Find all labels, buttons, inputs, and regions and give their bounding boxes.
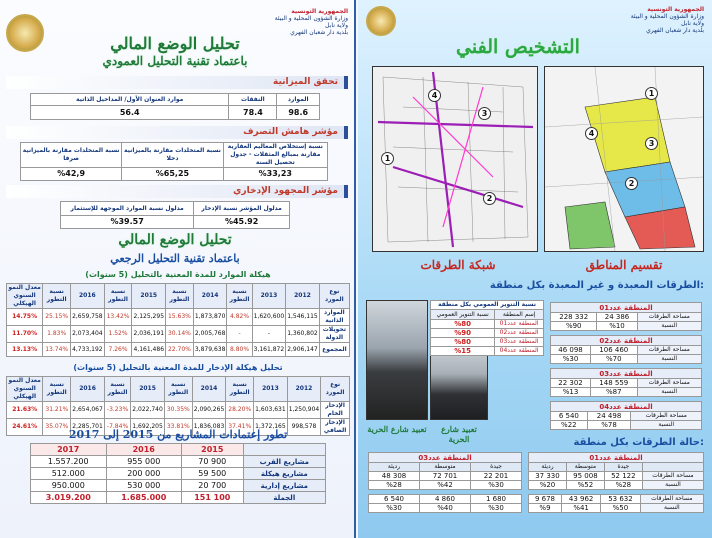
table-row xyxy=(529,495,704,504)
budget-section-title: تحقق الميزانية xyxy=(6,76,348,89)
table-cell: 72 701 xyxy=(420,472,471,481)
table-cell: 30.14% xyxy=(166,326,194,343)
zone-name-row xyxy=(551,369,702,379)
table-cell: 106 460 xyxy=(591,346,637,355)
table-row xyxy=(551,322,702,331)
table-row xyxy=(551,355,702,364)
budget-header: موارد العنوان الأول/ المداخيل الذاتية xyxy=(31,94,229,106)
table-cell: 48 308 xyxy=(369,472,420,481)
lighting-table xyxy=(430,300,544,356)
table-header: جيدة xyxy=(471,463,522,472)
budget-value: 56.4 xyxy=(31,106,229,120)
table-cell: 200 000 xyxy=(106,468,182,480)
table-cell: 1.557.200 xyxy=(31,456,107,468)
row-label: النسبة xyxy=(631,421,702,430)
table-cell: 28.20% xyxy=(226,402,254,419)
table-row xyxy=(369,504,522,513)
lighting-caption: نسبة التنوير العمومي بكل منطقة xyxy=(431,301,544,310)
table-cell: 43 962 xyxy=(561,495,600,504)
table-cell: 30.35% xyxy=(164,402,192,419)
table-cell: الموارد الذاتية xyxy=(319,309,349,326)
table-cell: 24.61% xyxy=(7,419,43,436)
table-row xyxy=(431,329,544,338)
table-cell: %30 xyxy=(551,355,591,364)
zone-name-row xyxy=(529,453,704,463)
projects-table xyxy=(30,443,326,504)
table-cell: 4,733,192 xyxy=(71,343,105,357)
row-label: مساحة الطرقات xyxy=(640,495,703,504)
table-cell: 21.63% xyxy=(7,402,43,419)
table-cell: 1,873,870 xyxy=(193,309,227,326)
table-cell: 1,546,115 xyxy=(286,309,320,326)
table-cell: 22 302 xyxy=(551,379,591,388)
table-header: إسم المنطقة xyxy=(495,310,544,320)
table-header: 2013 xyxy=(254,377,288,402)
table-cell: 14.75% xyxy=(7,309,43,326)
table-cell: 13.13% xyxy=(7,343,43,357)
table-cell: 2,022,740 xyxy=(131,402,165,419)
table-header: متوسطة xyxy=(420,463,471,472)
table-row xyxy=(7,402,350,419)
zone-name-row xyxy=(551,336,702,346)
table-header: معدل النمو السنوي الهيكلي xyxy=(8,377,41,400)
table-cell: %87 xyxy=(591,388,637,397)
table-cell: 3,879,638 xyxy=(193,343,227,357)
table-header: نسبة التطور xyxy=(43,284,71,309)
zone-badge: 4 xyxy=(585,127,598,140)
budget-value: 78.4 xyxy=(229,106,277,120)
table-cell: 52 122 xyxy=(604,472,642,481)
table-header: 2015 xyxy=(131,377,165,402)
table-cell: 33.81% xyxy=(164,419,192,436)
table-cell: 4 860 xyxy=(420,495,471,504)
road-state-table xyxy=(528,494,704,513)
table-header: نسبة التطور xyxy=(164,377,192,402)
table-cell: 7.26% xyxy=(104,343,132,357)
roads-map-svg xyxy=(373,67,537,251)
resources-caption: هيكلة الموارد للمدة المعنية بالتحليل (5 سنوات) xyxy=(85,270,271,279)
table-header-row xyxy=(431,310,544,320)
zone-road-table xyxy=(550,368,702,397)
header-line: وزارة الشؤون المحلية و البيئة xyxy=(274,15,348,22)
table-cell: %15 xyxy=(431,347,495,356)
table-cell: %30 xyxy=(471,504,522,513)
road-state-table xyxy=(528,452,704,490)
zones-map-svg xyxy=(545,67,703,251)
zone-badge: 2 xyxy=(483,192,496,205)
table-row xyxy=(7,309,350,326)
table-cell: 37.41% xyxy=(226,419,254,436)
table-cell: 2,285,701 xyxy=(71,419,105,436)
roads-map-caption: شبكة الطرقات xyxy=(420,258,496,272)
table-row xyxy=(31,480,326,492)
table-cell: 1.685.000 xyxy=(106,492,182,504)
table-cell: -7.84% xyxy=(104,419,130,436)
table-cell: %90 xyxy=(551,322,597,331)
row-label: مساحة الطرقات xyxy=(631,412,702,421)
table-header: 2014 xyxy=(193,284,227,309)
header-line: ولاية نابل xyxy=(325,22,348,29)
table-cell: 1,250,904 xyxy=(287,402,321,419)
table-row xyxy=(369,481,522,490)
table-row xyxy=(551,412,702,421)
margin-value: %42,9 xyxy=(21,168,122,181)
state-title: حالة الطرقات بكل منطقة: xyxy=(573,437,704,448)
table-cell: 15.63% xyxy=(166,309,194,326)
table-caption-row xyxy=(431,301,544,310)
table-cell: 70 900 xyxy=(182,456,244,468)
road-photo-1 xyxy=(366,300,428,420)
table-cell: 2,906,147 xyxy=(286,343,320,357)
right-header xyxy=(584,6,704,34)
row-label: مشاريع القرب xyxy=(243,456,325,468)
table-header: نسبة التطور xyxy=(104,284,132,309)
table-header-row xyxy=(369,463,522,472)
table-cell: 2,036,191 xyxy=(132,326,166,343)
table-cell: 11.70% xyxy=(7,326,43,343)
table-row xyxy=(7,343,350,357)
table-cell: 6 540 xyxy=(551,412,588,421)
budget-value: 98.6 xyxy=(277,106,320,120)
row-label: النسبة xyxy=(637,388,702,397)
row-label: النسبة xyxy=(642,481,703,490)
road-state-table xyxy=(368,494,522,513)
table-cell: %50 xyxy=(601,504,640,513)
table-cell: %10 xyxy=(597,322,637,331)
table-header: متوسطة xyxy=(566,463,604,472)
table-cell: المنطقة عدد03 xyxy=(495,338,544,347)
table-row xyxy=(529,481,704,490)
table-cell: %42 xyxy=(420,481,471,490)
zones-map xyxy=(544,66,704,252)
table-cell: 530 000 xyxy=(106,480,182,492)
table-cell: الإدخار الصافي xyxy=(321,419,350,436)
header-line: ولاية نابل xyxy=(681,20,704,27)
table-row xyxy=(431,347,544,356)
table-cell: المنطقة عدد01 xyxy=(495,320,544,329)
table-row xyxy=(31,468,326,480)
budget-table xyxy=(30,93,320,120)
table-cell: 228 332 xyxy=(551,313,597,322)
zone-name: المنطقة عدد04 xyxy=(551,402,702,412)
header-line: بلدية دار شعبان الفهري xyxy=(290,29,348,36)
table-header: نسبة التطور xyxy=(43,377,71,402)
table-cell: 24 498 xyxy=(587,412,631,421)
header-line: وزارة الشؤون المحلية و البيئة xyxy=(630,13,704,20)
table-cell: المنطقة عدد02 xyxy=(495,329,544,338)
zones-map-caption: تقسيم المناطق xyxy=(585,258,663,272)
table-header-row xyxy=(529,463,704,472)
row-label: مشاريع إدارية xyxy=(243,480,325,492)
zone-badge: 4 xyxy=(428,89,441,102)
table-row xyxy=(529,504,704,513)
table-header: 2015 xyxy=(132,284,166,309)
table-cell: الإدخار الخام xyxy=(321,402,350,419)
table-cell: 6 540 xyxy=(369,495,420,504)
left-title-2: تحليل الوضع المالي xyxy=(118,232,232,248)
table-cell: %80 xyxy=(431,338,495,347)
table-header: 2014 xyxy=(192,377,226,402)
table-cell: %28 xyxy=(369,481,420,490)
table-cell: 95 008 xyxy=(566,472,604,481)
table-cell: 2,005,768 xyxy=(193,326,227,343)
table-cell: 31.21% xyxy=(43,402,71,419)
table-cell: 37 330 xyxy=(529,472,567,481)
left-title-1: تحليل الوضع المالي xyxy=(110,34,240,53)
row-label: مساحة الطرقات xyxy=(637,346,702,355)
table-cell: 1,836,083 xyxy=(192,419,226,436)
table-cell: 59 500 xyxy=(182,468,244,480)
map-background xyxy=(373,67,537,251)
left-subtitle-1: باعتماد تقنية التحليل العمودي xyxy=(102,54,248,68)
margin-value: %33,23 xyxy=(223,168,327,181)
table-cell: 24 386 xyxy=(597,313,637,322)
table-row xyxy=(369,495,522,504)
table-cell: 1,692,205 xyxy=(131,419,165,436)
table-row xyxy=(7,326,350,343)
zone-name: المنطقة عدد02 xyxy=(551,336,702,346)
savings-header: مدلول نسبة الموارد الموجهة للإستثمار xyxy=(61,202,194,216)
savings-caption: تحليل هيكلة الإدخار للمدة المعنية بالتحليل (5 سنوات) xyxy=(73,363,283,372)
table-cell: %30 xyxy=(369,504,420,513)
zone-badge: 2 xyxy=(625,177,638,190)
table-row xyxy=(31,492,326,504)
zone-road-table xyxy=(550,335,702,364)
table-cell: 22.70% xyxy=(166,343,194,357)
table-cell: %41 xyxy=(561,504,600,513)
margin-header: نسبة إستخلاص المعاليم العقارية مقارنة بمبالغ المثقلات - جدول تحصيل السنة xyxy=(223,143,327,168)
year-header: 2017 xyxy=(31,444,107,456)
table-header: نوع المورد xyxy=(319,284,349,309)
table-cell: 2,090,265 xyxy=(192,402,226,419)
table-cell: 148 559 xyxy=(591,379,637,388)
table-cell: 2,659,758 xyxy=(71,309,105,326)
table-cell: - xyxy=(227,326,252,343)
table-cell: %70 xyxy=(591,355,637,364)
table-cell: 25.15% xyxy=(43,309,71,326)
zone-name-row xyxy=(551,402,702,412)
savings-table xyxy=(60,201,290,229)
table-cell: %30 xyxy=(471,481,522,490)
table-row xyxy=(369,472,522,481)
table-cell: 998,578 xyxy=(287,419,321,436)
row-label: الجملة xyxy=(243,492,325,504)
right-title: التشخيص الفني xyxy=(456,36,580,58)
table-cell: -3.23% xyxy=(104,402,130,419)
zone-name-row xyxy=(551,303,702,313)
table-cell: 950.000 xyxy=(31,480,107,492)
table-cell: 1,372,165 xyxy=(254,419,288,436)
table-cell: 35.07% xyxy=(43,419,71,436)
table-header: 2016 xyxy=(71,284,105,309)
row-label: النسبة xyxy=(637,322,702,331)
table-header: نسبة التطور xyxy=(227,284,252,309)
table-cell: 8.80% xyxy=(227,343,252,357)
zone-road-table xyxy=(550,302,702,331)
table-cell: المنطقة عدد04 xyxy=(495,347,544,356)
table-header: 2013 xyxy=(252,284,286,309)
margin-header: نسبة المتخلدات مقارنة بالميزانية صرفا xyxy=(21,143,122,168)
table-cell: 512.000 xyxy=(31,468,107,480)
row-label: مساحة الطرقات xyxy=(637,313,702,322)
table-header: نسبة التطور xyxy=(166,284,194,309)
table-header: نسبة التطور xyxy=(226,377,254,402)
blank-header xyxy=(243,444,325,456)
year-header: 2015 xyxy=(182,444,244,456)
table-header: نسبة التطور xyxy=(104,377,130,402)
table-header: رديئة xyxy=(529,463,567,472)
table-row xyxy=(31,456,326,468)
margin-header: نسبة المتخلدات مقارنة بالميزانية دخلا xyxy=(122,143,223,168)
road-state-table xyxy=(368,452,522,490)
table-cell: %20 xyxy=(529,481,567,490)
table-cell: %40 xyxy=(420,504,471,513)
municipality-logo xyxy=(6,14,44,52)
table-row xyxy=(551,379,702,388)
table-header: 2012 xyxy=(287,377,321,402)
budget-header: الموارد xyxy=(277,94,320,106)
table-cell: %28 xyxy=(604,481,642,490)
table-row xyxy=(551,346,702,355)
table-cell: %13 xyxy=(551,388,591,397)
zone-badge: 3 xyxy=(645,137,658,150)
table-row xyxy=(529,472,704,481)
table-header-row xyxy=(31,444,326,456)
roads-title: الطرقات المعبدة و غير المعبدة بكل منطقة: xyxy=(489,280,704,291)
zone-name: المنطقة عدد01 xyxy=(551,303,702,313)
zone-road-table xyxy=(550,401,702,430)
table-cell: 1,360,802 xyxy=(286,326,320,343)
margin-value: %65,25 xyxy=(122,168,223,181)
table-cell: المجموع xyxy=(319,343,349,357)
table-cell: 4,161,486 xyxy=(132,343,166,357)
zone-badge: 1 xyxy=(645,87,658,100)
table-cell: 955 000 xyxy=(106,456,182,468)
table-cell: 1.52% xyxy=(104,326,132,343)
table-header: نسبة التنوير العمومي xyxy=(431,310,495,320)
table-cell: 1,603,631 xyxy=(254,402,288,419)
table-cell: %80 xyxy=(431,320,495,329)
zone-name: المنطقة عدد03 xyxy=(551,369,702,379)
blank-header xyxy=(642,463,703,472)
row-label: النسبة xyxy=(640,504,703,513)
table-cell: 20 700 xyxy=(182,480,244,492)
margin-table xyxy=(20,142,328,181)
table-cell: 9 678 xyxy=(529,495,562,504)
row-label: مساحة الطرقات xyxy=(637,379,702,388)
row-label: مشاريع هيكلة xyxy=(243,468,325,480)
resources-table xyxy=(6,283,350,357)
zone-name: المنطقة عدد01 xyxy=(529,453,704,463)
table-cell: - xyxy=(252,326,286,343)
savings-section-title: مؤشر المجهود الإدخاري xyxy=(6,185,348,198)
table-cell: 151 100 xyxy=(182,492,244,504)
table-header: نوع المورد xyxy=(321,377,350,402)
zone-badge: 1 xyxy=(381,152,394,165)
table-header: 2012 xyxy=(286,284,320,309)
roads-map xyxy=(372,66,538,252)
table-header: رديئة xyxy=(369,463,420,472)
table-row xyxy=(551,421,702,430)
table-cell: 2,125,295 xyxy=(132,309,166,326)
table-cell: 1 680 xyxy=(471,495,522,504)
table-header-row xyxy=(7,284,350,309)
table-row xyxy=(551,313,702,322)
table-cell: 22 201 xyxy=(471,472,522,481)
table-cell: 3,161,872 xyxy=(252,343,286,357)
table-cell: 2,073,404 xyxy=(71,326,105,343)
table-cell: 1.83% xyxy=(43,326,71,343)
left-header xyxy=(228,8,348,36)
table-cell: %52 xyxy=(566,481,604,490)
table-row xyxy=(431,338,544,347)
table-header: جيدة xyxy=(604,463,642,472)
left-subtitle-2: باعتماد تقنية التحليل الرجعي xyxy=(110,252,240,265)
row-label: النسبة xyxy=(637,355,702,364)
header-line: بلدية دار شعبان الفهري xyxy=(646,27,704,34)
savings-header: مدلول المؤشر نسبة الإدخار xyxy=(194,202,290,216)
budget-header: النفقات xyxy=(229,94,277,106)
table-cell: %78 xyxy=(587,421,631,430)
row-label: مساحة الطرقات xyxy=(642,472,703,481)
zone-badge: 3 xyxy=(478,107,491,120)
header-line: الجمهورية التونسية xyxy=(647,6,704,13)
table-cell: تحويلات الدولة xyxy=(319,326,349,343)
table-cell: 53 632 xyxy=(601,495,640,504)
table-header-row xyxy=(7,377,350,402)
zone-name: المنطقة عدد03 xyxy=(369,453,522,463)
table-cell: 4.82% xyxy=(227,309,252,326)
savings-value: %45.92 xyxy=(194,216,290,229)
savings-structure-table xyxy=(6,376,350,436)
table-row xyxy=(551,388,702,397)
table-cell: 2,654,067 xyxy=(71,402,105,419)
header-line: الجمهورية التونسية xyxy=(291,8,348,15)
savings-value: %39.57 xyxy=(61,216,194,229)
projects-title: تطور إعتمادات المشاريع من 2015 إلى 2017 xyxy=(68,428,288,441)
table-cell: %9 xyxy=(529,504,562,513)
table-row xyxy=(431,320,544,329)
table-cell: 1,620,600 xyxy=(252,309,286,326)
photo-caption: تعبيد شارع الحرية xyxy=(367,424,427,434)
right-poster xyxy=(358,0,712,538)
margin-section-title: مؤشر هامش التصرف xyxy=(6,126,348,139)
year-header: 2016 xyxy=(106,444,182,456)
table-cell: %22 xyxy=(551,421,588,430)
table-cell: 3.019.200 xyxy=(31,492,107,504)
table-cell: %90 xyxy=(431,329,495,338)
table-header: 2016 xyxy=(71,377,105,402)
table-cell: 13.74% xyxy=(43,343,71,357)
table-cell: 46 098 xyxy=(551,346,591,355)
table-cell: 13.42% xyxy=(104,309,132,326)
zone-name-row xyxy=(369,453,522,463)
table-header: معدل النمو السنوي الهيكلي xyxy=(8,284,41,307)
municipality-logo xyxy=(366,6,396,36)
photo-caption: تعبيد شارع الحرية xyxy=(441,424,477,444)
